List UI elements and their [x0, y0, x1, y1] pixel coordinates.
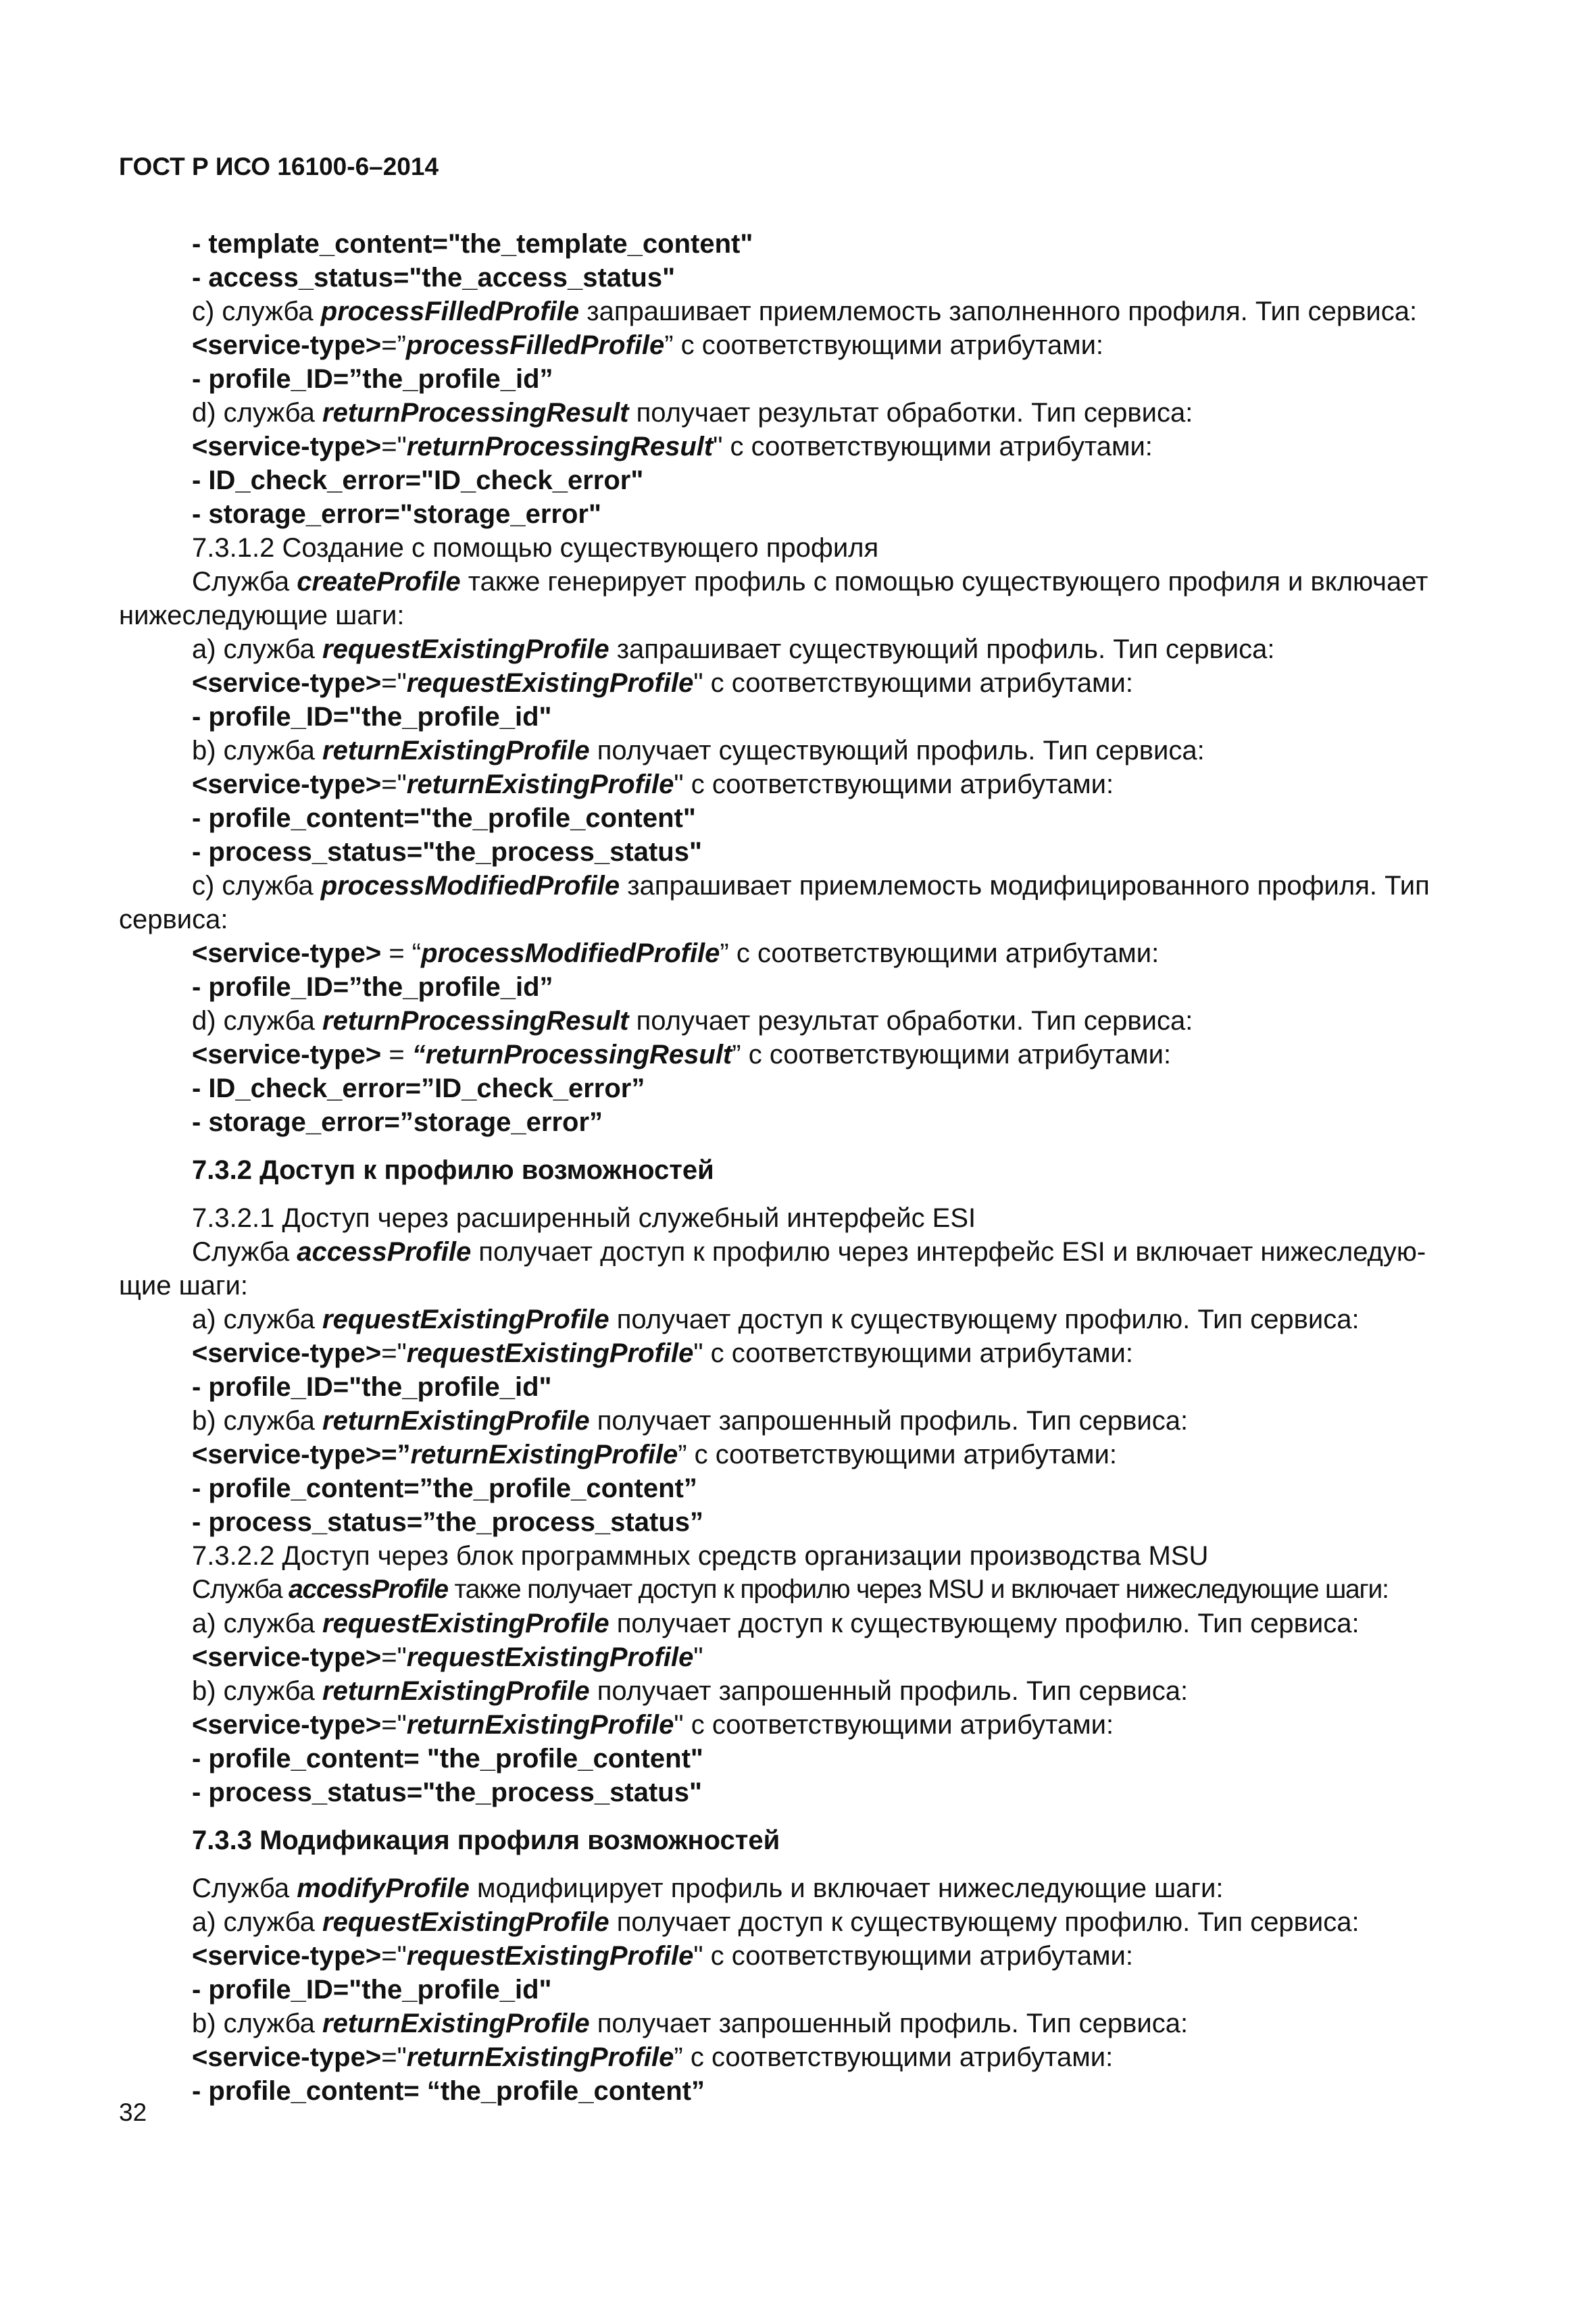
text-line: [192, 295, 1417, 328]
text-line: [192, 734, 1205, 768]
text-line: [192, 1505, 703, 1539]
bold-text: <service-type>: [192, 938, 382, 968]
text-span: запрашивает приемлемость заполненного профиля. Тип сервиса:: [579, 297, 1418, 326]
text-line: [192, 1072, 645, 1105]
bold-text: - template_content="the_template_content": [192, 229, 753, 259]
text-span: b) служба: [192, 2009, 323, 2038]
service-name: returnExistingProfile: [406, 770, 674, 799]
service-name: processModifiedProfile: [320, 871, 620, 901]
text-line: [192, 1674, 1188, 1708]
text-line: [192, 261, 675, 295]
service-name: processFilledProfile: [405, 330, 665, 360]
text-line: [192, 1235, 1426, 1269]
text-line: [192, 1742, 703, 1776]
text-line: [192, 666, 1133, 700]
bold-text: <service-type>=”: [192, 1440, 411, 1469]
text-line: [192, 2040, 1113, 2074]
text-span: =": [381, 1338, 407, 1368]
bold-text: <service-type>: [192, 770, 382, 799]
bold-text: - storage_error="storage_error": [192, 499, 601, 529]
text-line: [192, 970, 553, 1004]
text-line: [192, 869, 1430, 903]
text-span: a) служба: [192, 634, 323, 664]
text-line: [192, 531, 878, 565]
text-span: =": [381, 770, 407, 799]
service-name: returnExistingProfile: [406, 1710, 674, 1740]
text-span: получает запрошенный профиль. Тип сервиса:: [589, 2009, 1189, 2038]
text-line: [192, 1105, 603, 1139]
text-span: Служба: [192, 1237, 297, 1267]
text-span: b) служба: [192, 1406, 323, 1436]
service-name: requestExistingProfile: [322, 1907, 609, 1937]
text-span: " с соответствующими атрибутами:: [693, 1338, 1134, 1368]
service-name: requestExistingProfile: [322, 1305, 609, 1334]
text-line: [192, 1404, 1188, 1438]
text-span: щие шаги:: [119, 1271, 248, 1301]
text-line: [192, 497, 601, 531]
text-line: [192, 768, 1114, 801]
bold-text: - process_status="the_process_status": [192, 1778, 702, 1807]
text-span: a) служба: [192, 1907, 323, 1937]
text-line: [192, 1607, 1360, 1640]
text-line: [192, 430, 1153, 463]
text-span: получает доступ к профилю через интерфейс ESI и включает нижеследую-: [471, 1237, 1426, 1267]
service-name: requestExistingProfile: [406, 1338, 694, 1368]
text-span: Служба: [192, 1873, 297, 1903]
text-span: получает результат обработки. Тип сервиса:: [628, 398, 1193, 428]
text-span: " с соответствующими атрибутами:: [693, 668, 1134, 698]
text-span: получает запрошенный профиль. Тип сервиса:: [589, 1676, 1189, 1706]
text-line: [192, 1004, 1193, 1038]
bold-text: - profile_content=”the_profile_content”: [192, 1474, 697, 1503]
text-line: [192, 362, 553, 396]
service-name: “returnProcessingResult: [412, 1040, 732, 1070]
text-line: [192, 801, 696, 835]
bold-text: 7.3.3 Модификация профиля возможностей: [192, 1826, 780, 1855]
text-line: [192, 1438, 1117, 1472]
bold-text: - process_status="the_process_status": [192, 837, 702, 867]
service-name: accessProfile: [297, 1237, 472, 1267]
text-line: [119, 903, 228, 936]
service-name: requestExistingProfile: [322, 634, 609, 664]
bold-text: <service-type>: [192, 1040, 382, 1070]
bold-text: <service-type>: [192, 668, 382, 698]
text-span: запрашивает приемлемость модифицированного профиля. Тип: [620, 871, 1430, 901]
text-span: запрашивает существующий профиль. Тип сервиса:: [609, 634, 1275, 664]
service-name: modifyProfile: [297, 1873, 470, 1903]
service-name: returnExistingProfile: [410, 1440, 678, 1469]
text-span: 7.3.2.2 Доступ через блок программных средств организации производства MSU: [192, 1541, 1209, 1571]
text-line: [192, 1472, 697, 1505]
bold-text: <service-type>: [192, 330, 382, 360]
text-span: a) служба: [192, 1305, 323, 1334]
service-name: returnExistingProfile: [322, 2009, 590, 2038]
service-name: returnExistingProfile: [322, 1676, 590, 1706]
bold-text: - profile_content="the_profile_content": [192, 803, 696, 833]
text-span: 7.3.1.2 Создание с помощью существующего профиля: [192, 533, 879, 563]
service-name: processFilledProfile: [320, 297, 580, 326]
text-span: a) служба: [192, 1609, 323, 1638]
text-line: [192, 1573, 1389, 1607]
text-span: Служба: [192, 567, 297, 597]
text-line: [192, 1201, 976, 1235]
text-span: получает результат обработки. Тип сервиса:: [628, 1006, 1193, 1036]
bold-text: - profile_ID="the_profile_id": [192, 1372, 552, 1402]
text-span: " с соответствующими атрибутами:: [674, 770, 1114, 799]
text-span: =": [381, 668, 407, 698]
service-name: requestExistingProfile: [406, 1941, 694, 1971]
document-header: ГОСТ Р ИСО 16100-6–2014: [119, 153, 439, 180]
text-line: [119, 599, 404, 632]
section-heading: [192, 1823, 780, 1857]
text-line: [192, 936, 1159, 970]
text-span: c) служба: [192, 871, 321, 901]
service-name: createProfile: [297, 567, 461, 597]
text-span: получает существующий профиль. Тип сервиса:: [589, 736, 1205, 765]
text-line: [192, 328, 1103, 362]
text-span: =": [381, 1710, 407, 1740]
bold-text: <service-type>: [192, 2042, 382, 2072]
text-span: =": [381, 2042, 407, 2072]
text-span: получает запрошенный профиль. Тип сервиса:: [589, 1406, 1189, 1436]
service-name: processModifiedProfile: [421, 938, 720, 968]
text-span: сервиса:: [119, 905, 228, 934]
text-line: [192, 1303, 1360, 1336]
bold-text: - process_status=”the_process_status”: [192, 1507, 703, 1537]
text-line: [192, 835, 702, 869]
service-name: requestExistingProfile: [322, 1609, 609, 1638]
bold-text: <service-type>: [192, 1941, 382, 1971]
service-name: requestExistingProfile: [406, 1642, 694, 1672]
text-span: 7.3.2.1 Доступ через расширенный служебный интерфейс ESI: [192, 1203, 976, 1233]
text-line: [192, 1939, 1133, 1973]
text-line: [192, 1776, 702, 1809]
text-line: [192, 1539, 1208, 1573]
bold-text: - profile_ID=”the_profile_id”: [192, 364, 553, 394]
text-line: [192, 2074, 705, 2108]
text-span: получает доступ к существующему профилю. Тип сервиса:: [609, 1609, 1360, 1638]
text-span: b) служба: [192, 736, 323, 765]
text-span: также генерирует профиль с помощью существующего профиля и включает: [460, 567, 1428, 597]
bold-text: - ID_check_error="ID_check_error": [192, 466, 644, 495]
text-span: =": [381, 432, 407, 461]
text-span: ” с соответствующими атрибутами:: [664, 330, 1104, 360]
bold-text: - profile_ID=”the_profile_id”: [192, 972, 553, 1002]
bold-text: <service-type>: [192, 1710, 382, 1740]
text-span: " с соответствующими атрибутами:: [674, 1710, 1114, 1740]
bold-text: - access_status="the_access_status": [192, 263, 676, 293]
service-name: accessProfile: [288, 1575, 448, 1604]
section-heading: [192, 1153, 714, 1187]
bold-text: <service-type>: [192, 432, 382, 461]
service-name: returnProcessingResult: [322, 1006, 629, 1036]
text-span: получает доступ к существующему профилю. Тип сервиса:: [609, 1305, 1360, 1334]
text-line: [192, 1038, 1171, 1072]
text-span: b) служба: [192, 1676, 323, 1706]
text-span: =: [381, 1040, 412, 1070]
bold-text: <service-type>: [192, 1642, 382, 1672]
text-span: ": [693, 1642, 703, 1672]
service-name: returnProcessingResult: [322, 398, 629, 428]
text-span: модифицирует профиль и включает нижеследующие шаги:: [469, 1873, 1224, 1903]
text-line: [192, 1905, 1360, 1939]
bold-text: - ID_check_error=”ID_check_error”: [192, 1074, 645, 1103]
text-span: =”: [381, 330, 406, 360]
text-span: d) служба: [192, 1006, 323, 1036]
bold-text: - storage_error=”storage_error”: [192, 1107, 603, 1137]
text-span: d) служба: [192, 398, 323, 428]
text-span: =": [381, 1642, 407, 1672]
bold-text: - profile_ID="the_profile_id": [192, 1975, 552, 2005]
text-span: ” с соответствующими атрибутами:: [720, 938, 1159, 968]
text-span: ” с соответствующими атрибутами:: [732, 1040, 1172, 1070]
text-line: [192, 463, 643, 497]
text-line: [119, 1269, 248, 1303]
text-span: c) служба: [192, 297, 321, 326]
text-span: нижеследующие шаги:: [119, 601, 405, 630]
text-span: = “: [381, 938, 422, 968]
text-line: [192, 1871, 1223, 1905]
bold-text: 7.3.2 Доступ к профилю возможностей: [192, 1155, 714, 1185]
text-span: ” с соответствующими атрибутами:: [678, 1440, 1117, 1469]
text-line: [192, 1708, 1114, 1742]
text-span: " с соответствующими атрибутами:: [693, 1941, 1134, 1971]
bold-text: - profile_ID="the_profile_id": [192, 702, 552, 732]
text-line: [192, 700, 551, 734]
text-span: =": [381, 1941, 407, 1971]
text-span: ” с соответствующими атрибутами:: [674, 2042, 1114, 2072]
text-line: [192, 396, 1193, 430]
text-line: [192, 1973, 551, 2007]
text-span: " с соответствующими атрибутами:: [713, 432, 1153, 461]
text-line: [192, 2007, 1188, 2040]
bold-text: <service-type>: [192, 1338, 382, 1368]
text-line: [192, 565, 1428, 599]
page-number: 32: [119, 2098, 147, 2126]
service-name: returnExistingProfile: [406, 2042, 674, 2072]
text-line: [192, 632, 1274, 666]
bold-text: - profile_content= "the_profile_content": [192, 1744, 703, 1774]
text-line: [192, 1336, 1133, 1370]
service-name: requestExistingProfile: [406, 668, 694, 698]
service-name: returnProcessingResult: [406, 432, 714, 461]
service-name: returnExistingProfile: [322, 1406, 590, 1436]
text-span: получает доступ к существующему профилю. Тип сервиса:: [609, 1907, 1360, 1937]
bold-text: - profile_content= “the_profile_content”: [192, 2076, 705, 2106]
text-span: также получает доступ к профилю через MSU и включает нижеследующие шаги:: [447, 1575, 1389, 1604]
text-line: [192, 227, 753, 261]
service-name: returnExistingProfile: [322, 736, 590, 765]
text-line: [192, 1640, 703, 1674]
text-span: Служба: [192, 1575, 289, 1604]
text-line: [192, 1370, 551, 1404]
